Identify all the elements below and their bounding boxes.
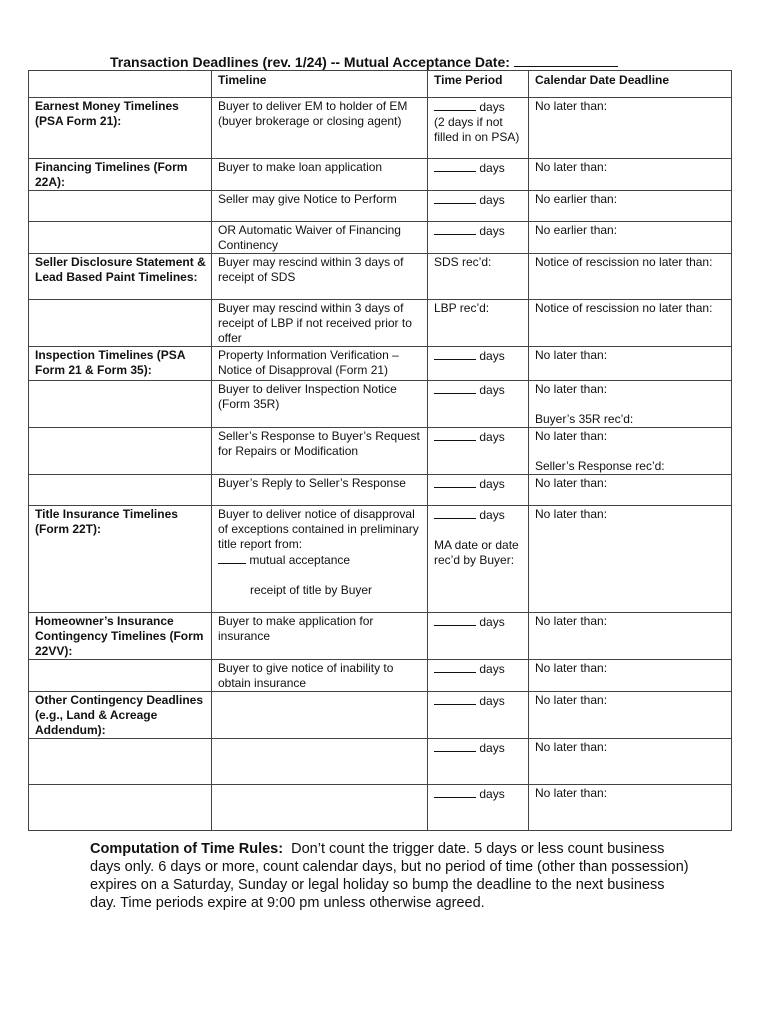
days-blank[interactable] xyxy=(434,160,476,172)
timeline-cell: Buyer to make application for insurance xyxy=(212,613,428,660)
time-period-cell[interactable] xyxy=(428,506,529,613)
days-blank[interactable] xyxy=(434,382,476,394)
deadline-cell[interactable] xyxy=(529,428,732,475)
deadline-cell[interactable]: No later than: xyxy=(529,506,732,613)
header-time-period: Time Period xyxy=(428,71,529,98)
timeline-cell xyxy=(212,506,428,613)
timeline-text: Buyer to deliver notice of disapproval of exceptions contained in preliminary title report from: xyxy=(218,507,419,551)
time-period-cell[interactable] xyxy=(428,222,529,254)
section-other-contingency: Other Contingency Deadlines (e.g., Land & Acreage Addendum): xyxy=(29,692,212,739)
days-label: days xyxy=(479,224,505,238)
table-row xyxy=(29,739,732,785)
deadline-cell[interactable]: No later than: xyxy=(529,98,732,159)
time-period-cell[interactable] xyxy=(428,613,529,660)
deadline-cell[interactable]: No later than: xyxy=(529,347,732,381)
table-row xyxy=(29,191,732,222)
period-note: MA date or date rec’d by Buyer: xyxy=(434,538,519,567)
section-empty xyxy=(29,739,212,785)
table-row xyxy=(29,506,732,613)
received-label: Buyer’s 35R rec’d: xyxy=(535,412,634,426)
timeline-cell: Buyer to deliver Inspection Notice (Form 35R) xyxy=(212,381,428,428)
section-title-insurance: Title Insurance Timelines (Form 22T): xyxy=(29,506,212,613)
header-category xyxy=(29,71,212,98)
section-financing: Financing Timelines (Form 22A): xyxy=(29,159,212,191)
form-title xyxy=(110,54,618,70)
table-row xyxy=(29,254,732,300)
table-row xyxy=(29,613,732,660)
days-label: days xyxy=(479,430,505,444)
header-deadline: Calendar Date Deadline xyxy=(529,71,732,98)
table-header-row xyxy=(29,71,732,98)
section-empty xyxy=(29,381,212,428)
section-empty xyxy=(29,785,212,831)
time-period-cell[interactable] xyxy=(428,98,529,159)
time-period-cell[interactable]: LBP rec’d: xyxy=(428,300,529,347)
timeline-cell: Seller’s Response to Buyer’s Request for Repairs or Modification xyxy=(212,428,428,475)
days-label: days xyxy=(479,662,505,676)
deadline-cell[interactable]: No later than: xyxy=(529,692,732,739)
days-label: days xyxy=(479,161,505,175)
timeline-cell: Buyer’s Reply to Seller’s Response xyxy=(212,475,428,506)
table-row xyxy=(29,475,732,506)
deadline-cell[interactable]: No later than: xyxy=(529,159,732,191)
deadline-cell[interactable]: Notice of rescission no later than: xyxy=(529,254,732,300)
days-blank[interactable] xyxy=(434,740,476,752)
days-blank[interactable] xyxy=(434,476,476,488)
section-earnest-money: Earnest Money Timelines (PSA Form 21): xyxy=(29,98,212,159)
deadline-label: No later than: xyxy=(535,382,608,396)
deadline-cell[interactable]: No later than: xyxy=(529,660,732,692)
rules-heading: Computation of Time Rules: xyxy=(90,841,284,857)
days-label: days xyxy=(479,100,505,114)
computation-rules xyxy=(90,840,690,912)
days-blank[interactable] xyxy=(434,429,476,441)
days-label: days xyxy=(479,741,505,755)
rules-body: Don’t count the trigger date. 5 days or less count business days only. 6 days or more, count calendar days, but no period of time (other than possession) expires on a Saturday, Sunday or legal holiday so bump the deadline to the next business day. Time periods expire at 9:00 pm unless otherwise agreed. xyxy=(90,841,689,911)
timeline-cell: Buyer to deliver EM to holder of EM (buyer brokerage or closing agent) xyxy=(212,98,428,159)
section-homeowners-insurance: Homeowner’s Insurance Contingency Timelines (Form 22VV): xyxy=(29,613,212,660)
option-receipt-of-title: receipt of title by Buyer xyxy=(250,583,373,597)
time-period-cell[interactable] xyxy=(428,475,529,506)
time-period-cell[interactable] xyxy=(428,428,529,475)
section-seller-disclosure: Seller Disclosure Statement & Lead Based Paint Timelines: xyxy=(29,254,212,300)
days-label: days xyxy=(479,349,505,363)
days-label: days xyxy=(479,787,505,801)
period-note: (2 days if not filled in on PSA) xyxy=(434,115,520,144)
section-empty xyxy=(29,660,212,692)
time-period-cell[interactable] xyxy=(428,692,529,739)
timeline-cell: OR Automatic Waiver of Financing Continency xyxy=(212,222,428,254)
deadline-cell[interactable]: No earlier than: xyxy=(529,191,732,222)
days-label: days xyxy=(479,193,505,207)
time-period-cell[interactable] xyxy=(428,159,529,191)
table-row xyxy=(29,692,732,739)
table-row xyxy=(29,300,732,347)
days-blank[interactable] xyxy=(434,507,476,519)
table-row xyxy=(29,98,732,159)
section-empty xyxy=(29,300,212,347)
days-blank[interactable] xyxy=(434,661,476,673)
timeline-cell: Buyer may rescind within 3 days of receipt of LBP if not received prior to offer xyxy=(212,300,428,347)
section-inspection: Inspection Timelines (PSA Form 21 & Form 35): xyxy=(29,347,212,381)
days-label: days xyxy=(479,615,505,629)
deadline-label: No later than: xyxy=(535,429,608,443)
section-empty xyxy=(29,191,212,222)
timeline-cell: Buyer to give notice of inability to obtain insurance xyxy=(212,660,428,692)
timeline-cell: Seller may give Notice to Perform xyxy=(212,191,428,222)
table-row xyxy=(29,159,732,191)
received-label: Seller’s Response rec’d: xyxy=(535,459,665,473)
deadline-cell[interactable]: No earlier than: xyxy=(529,222,732,254)
timeline-cell: Buyer may rescind within 3 days of receipt of SDS xyxy=(212,254,428,300)
table-row xyxy=(29,347,732,381)
timeline-cell[interactable] xyxy=(212,692,428,739)
deadline-cell[interactable]: No later than: xyxy=(529,739,732,785)
option-mutual-acceptance: mutual acceptance xyxy=(249,553,351,567)
time-period-cell[interactable] xyxy=(428,660,529,692)
section-empty xyxy=(29,222,212,254)
time-period-cell[interactable]: SDS rec’d: xyxy=(428,254,529,300)
table-row xyxy=(29,222,732,254)
deadline-cell[interactable]: No later than: xyxy=(529,475,732,506)
days-blank[interactable] xyxy=(434,786,476,798)
time-period-cell[interactable] xyxy=(428,785,529,831)
time-period-cell[interactable] xyxy=(428,347,529,381)
deadlines-table xyxy=(28,70,732,831)
days-blank[interactable] xyxy=(434,223,476,235)
deadline-cell[interactable] xyxy=(529,381,732,428)
days-blank[interactable] xyxy=(434,693,476,705)
deadline-cell[interactable]: No later than: xyxy=(529,785,732,831)
days-label: days xyxy=(479,508,505,522)
timeline-cell[interactable] xyxy=(212,739,428,785)
table-row xyxy=(29,428,732,475)
timeline-cell: Property Information Verification – Notice of Disapproval (Form 21) xyxy=(212,347,428,381)
header-timeline: Timeline xyxy=(212,71,428,98)
section-empty xyxy=(29,475,212,506)
table-row xyxy=(29,785,732,831)
days-label: days xyxy=(479,383,505,397)
deadline-cell[interactable]: Notice of rescission no later than: xyxy=(529,300,732,347)
days-blank[interactable] xyxy=(434,614,476,626)
mutual-acceptance-date-field[interactable] xyxy=(514,54,618,67)
days-blank[interactable] xyxy=(434,99,476,111)
timeline-cell[interactable] xyxy=(212,785,428,831)
deadline-cell[interactable]: No later than: xyxy=(529,613,732,660)
table-row xyxy=(29,660,732,692)
time-period-cell[interactable] xyxy=(428,739,529,785)
time-period-cell[interactable] xyxy=(428,191,529,222)
form-title-text: Transaction Deadlines (rev. 1/24) -- Mutual Acceptance Date: xyxy=(110,54,510,70)
mutual-acceptance-checkbox[interactable] xyxy=(218,552,246,564)
days-label: days xyxy=(479,694,505,708)
time-period-cell[interactable] xyxy=(428,381,529,428)
days-blank[interactable] xyxy=(434,192,476,204)
section-empty xyxy=(29,428,212,475)
days-blank[interactable] xyxy=(434,348,476,360)
timeline-cell: Buyer to make loan application xyxy=(212,159,428,191)
days-label: days xyxy=(479,477,505,491)
table-row xyxy=(29,381,732,428)
